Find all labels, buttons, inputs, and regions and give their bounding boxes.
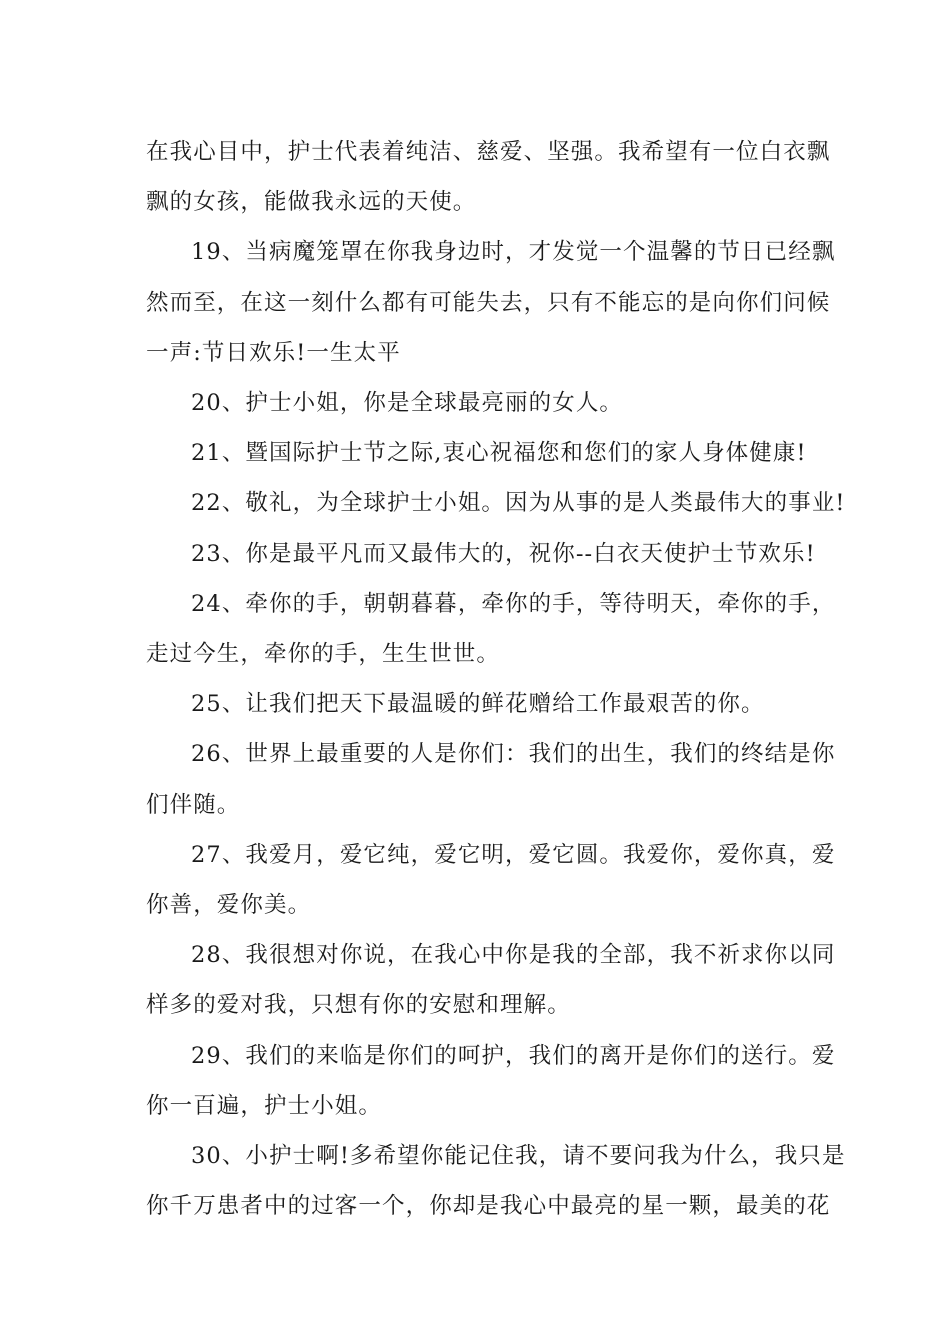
- text-line: 走过今生，牵你的手，生生世世。: [146, 641, 501, 668]
- paragraph-29: [146, 1031, 836, 1131]
- paragraph-24: [146, 579, 836, 679]
- paragraph-28: [146, 930, 836, 1030]
- paragraph-22: [146, 478, 846, 528]
- text-line: 24、牵你的手，朝朝暮暮，牵你的手，等待明天，牵你的手，: [191, 590, 836, 617]
- paragraph-25: [146, 679, 810, 729]
- text-line: 然而至，在这一刻什么都有可能失去，只有不能忘的是向你们问候: [146, 289, 831, 316]
- paragraph-19: [146, 227, 836, 378]
- text-line: 你善，爱你美。: [146, 892, 312, 919]
- paragraph-26: [146, 729, 836, 829]
- paragraph-21: [146, 428, 810, 478]
- text-line: 21、暨国际护士节之际,衷心祝福您和您们的家人身体健康!: [191, 440, 807, 467]
- paragraph-23: [146, 529, 816, 579]
- text-line: 29、我们的来临是你们的呵护，我们的离开是你们的送行。爱: [191, 1042, 836, 1069]
- paragraph-20: [146, 378, 810, 428]
- text-line: 23、你是最平凡而又最伟大的，祝你--白衣天使护士节欢乐!: [191, 540, 816, 567]
- document-body: [146, 127, 846, 1231]
- paragraph-27: [146, 830, 836, 930]
- text-line: 你一百遍，护士小姐。: [146, 1092, 383, 1119]
- text-line: 19、当病魔笼罩在你我身边时，才发觉一个温馨的节日已经飘: [191, 239, 836, 266]
- text-line: 28、我很想对你说，在我心中你是我的全部，我不祈求你以同: [191, 942, 836, 969]
- paragraph-30: [146, 1131, 846, 1231]
- text-line: 30、小护士啊!多希望你能记住我，请不要问我为什么，我只是: [191, 1143, 846, 1170]
- text-line: 们伴随。: [146, 791, 241, 818]
- text-line: 样多的爱对我，只想有你的安慰和理解。: [146, 992, 571, 1019]
- text-line: 一声:节日欢乐!一生太平: [146, 339, 401, 366]
- text-line: 27、我爱月，爱它纯，爱它明，爱它圆。我爱你，爱你真，爱: [191, 841, 836, 868]
- text-line: 20、护士小姐，你是全球最亮丽的女人。: [191, 390, 624, 417]
- text-line: 在我心目中，护士代表着纯洁、慈爱、坚强。我希望有一位白衣飘: [146, 139, 831, 165]
- text-line: 飘的女孩，能做我永远的天使。: [146, 189, 477, 216]
- text-line: 26、世界上最重要的人是你们：我们的出生，我们的终结是你: [191, 741, 836, 768]
- text-line: 你千万患者中的过客一个，你却是我心中最亮的星一颗，最美的花: [146, 1193, 831, 1220]
- paragraph-intro: [146, 127, 831, 227]
- text-line: 22、敬礼，为全球护士小姐。因为从事的是人类最伟大的事业!: [191, 490, 846, 517]
- text-line: 25、让我们把天下最温暖的鲜花赠给工作最艰苦的你。: [191, 691, 765, 718]
